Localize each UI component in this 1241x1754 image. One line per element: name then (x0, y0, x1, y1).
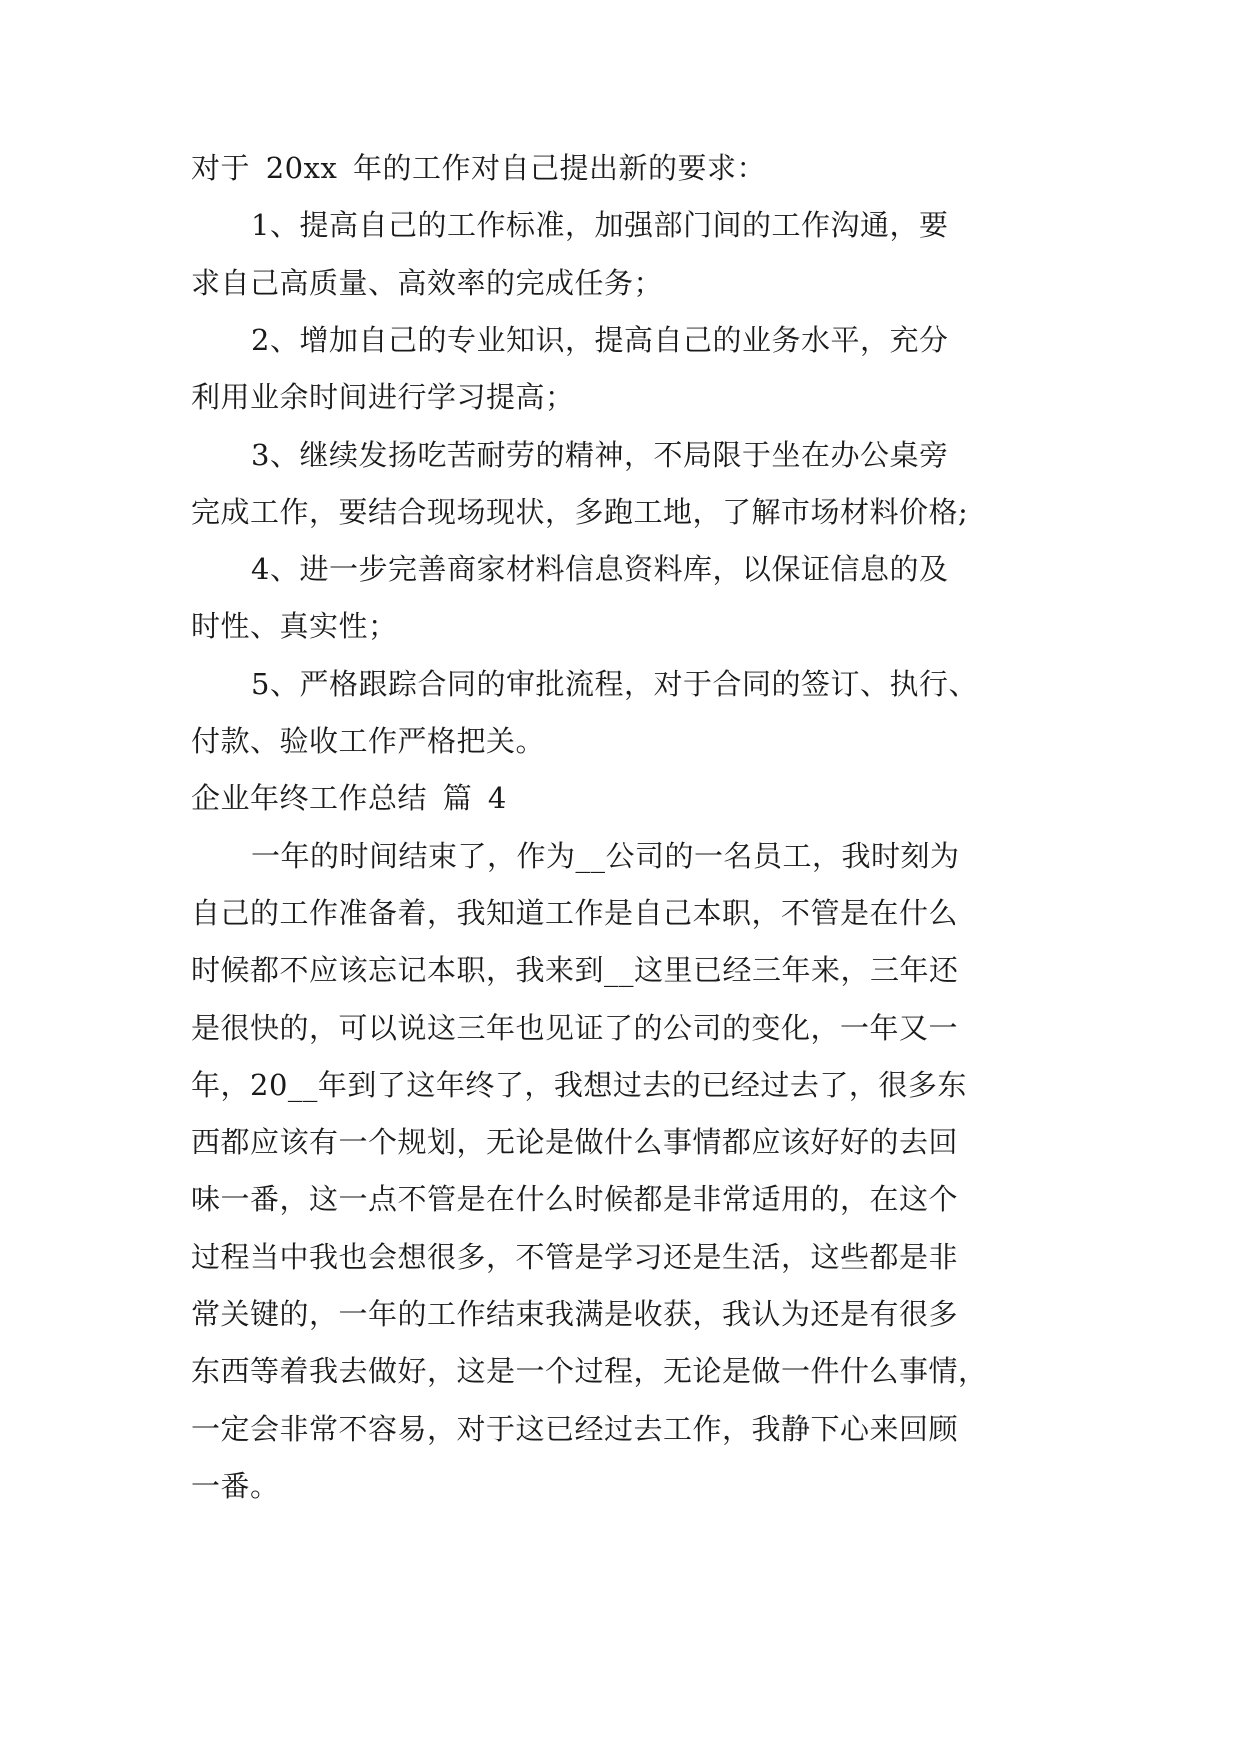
text-line: 常关键的，一年的工作结束我满是收获，我认为还是有很多 (191, 1297, 959, 1331)
text-line: 西都应该有一个规划，无论是做什么事情都应该好好的去回 (191, 1125, 959, 1159)
text-line: 味一番，这一点不管是在什么时候都是非常适用的，在这个 (191, 1182, 959, 1216)
text-line: 求自己高质量、高效率的完成任务； (191, 266, 664, 300)
text-line: 4、进一步完善商家材料信息资料库，以保证信息的及 (251, 552, 949, 586)
text-line: 5、严格跟踪合同的审批流程，对于合同的签订、执行、 (251, 667, 978, 701)
text-line: 一年的时间结束了，作为__公司的一名员工，我时刻为 (251, 839, 960, 873)
text-line: 付款、验收工作严格把关。 (191, 724, 546, 758)
text-line: 利用业余时间进行学习提高； (191, 380, 575, 414)
text-line: 年，20__年到了这年终了，我想过去的已经过去了，很多东 (191, 1068, 967, 1102)
text-line: 2、增加自己的专业知识，提高自己的业务水平，充分 (251, 323, 949, 357)
text-line: 3、继续发扬吃苦耐劳的精神，不局限于坐在办公桌旁 (251, 438, 949, 472)
text-line: 过程当中我也会想很多，不管是学习还是生活，这些都是非 (191, 1240, 959, 1274)
text-line: 东西等着我去做好，这是一个过程，无论是做一件什么事情， (191, 1354, 988, 1388)
text-line: 完成工作，要结合现场现状，多跑工地，了解市场材料价格; (191, 495, 969, 529)
text-line: 1、提高自己的工作标准，加强部门间的工作沟通，要 (251, 208, 949, 242)
text-line: 时性、真实性； (191, 609, 398, 643)
text-line: 自己的工作准备着，我知道工作是自己本职，不管是在什么 (191, 896, 959, 930)
text-line: 时候都不应该忘记本职，我来到__这里已经三年来，三年还 (191, 953, 959, 987)
text-line: 一定会非常不容易，对于这已经过去工作，我静下心来回顾 (191, 1412, 959, 1446)
text-line: 是很快的，可以说这三年也见证了的公司的变化，一年又一 (191, 1011, 959, 1045)
text-line: 对于 20xx 年的工作对自己提出新的要求： (191, 151, 767, 185)
text-line: 一番。 (191, 1469, 280, 1503)
section-heading: 企业年终工作总结 篇 4 (191, 781, 507, 815)
